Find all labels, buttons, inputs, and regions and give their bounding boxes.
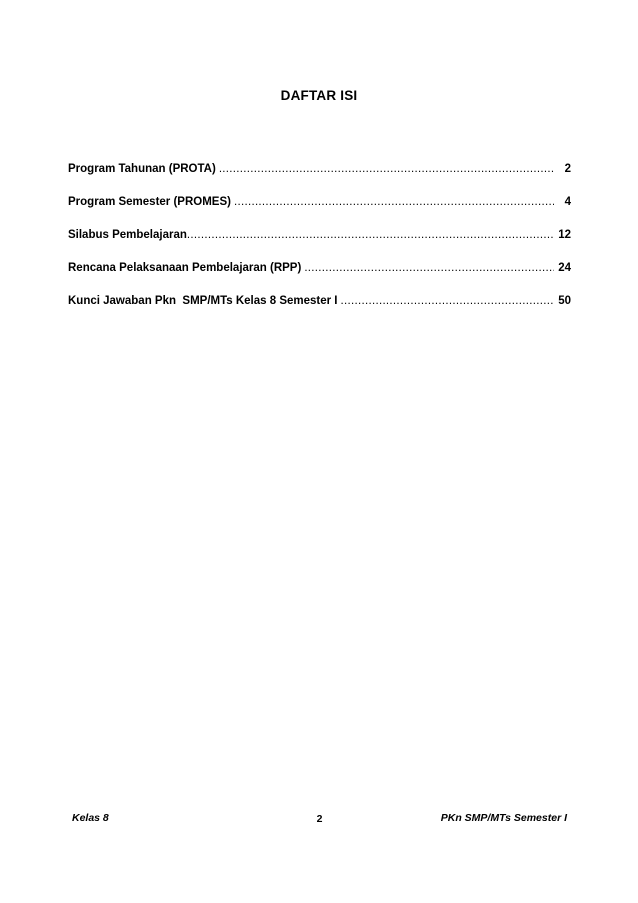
toc-entry-promes[interactable] [68,196,571,229]
toc-leader-dots [341,295,555,307]
toc-entry-page: 2 [564,163,571,175]
footer-class-label: Kelas 8 [72,812,109,824]
toc-entry-page: 24 [558,262,571,274]
toc-leader-dots [187,229,554,241]
toc-entry-prota[interactable] [68,163,571,196]
toc-entry-label: Kunci Jawaban Pkn SMP/MTs Kelas 8 Semester I [68,295,338,307]
table-of-contents [68,163,571,328]
toc-leader-dots [304,262,554,274]
toc-leader-dots [219,163,554,175]
page-title: DAFTAR ISI [280,88,358,103]
toc-entry-label: Silabus Pembelajaran [68,229,187,241]
toc-entry-label: Program Semester (PROMES) [68,196,231,208]
footer-page-number: 2 [316,813,323,825]
toc-entry-kunci-jawaban[interactable] [68,295,571,328]
toc-leader-dots [234,196,554,208]
footer-subject-label: PKn SMP/MTs Semester I [440,812,567,824]
toc-entry-rpp[interactable] [68,262,571,295]
page-footer [72,812,567,828]
toc-entry-page: 50 [558,295,571,307]
toc-entry-label: Rencana Pelaksanaan Pembelajaran (RPP) [68,262,302,274]
toc-entry-label: Program Tahunan (PROTA) [68,163,216,175]
toc-entry-page: 12 [558,229,571,241]
toc-entry-page: 4 [564,196,571,208]
toc-entry-silabus[interactable] [68,229,571,262]
